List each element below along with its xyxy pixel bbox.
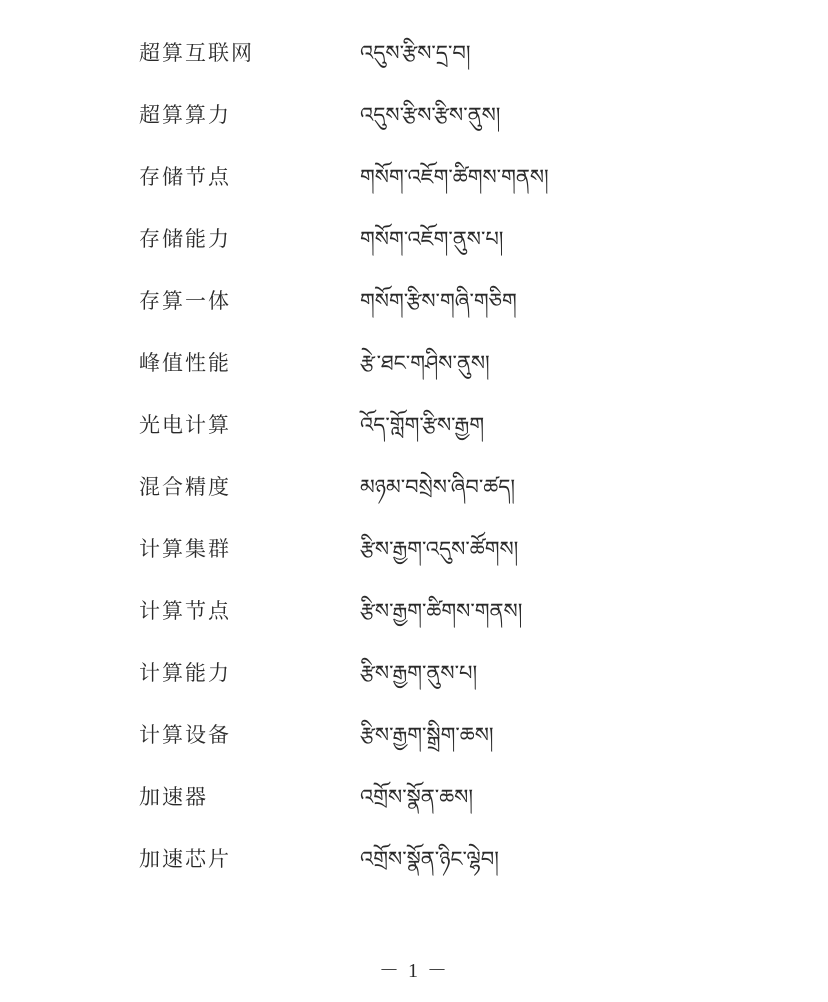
tibetan-term: རྩིས་རྒྱག་འདུས་ཚོགས། [360,537,519,561]
glossary-row [0,766,828,828]
chinese-term: 计算集群 [139,537,231,561]
tibetan-term: འདུས་རྩིས་དྲ་བ། [360,41,471,65]
tibetan-term: འདུས་རྩིས་རྩིས་ནུས། [360,103,501,127]
chinese-term: 加速器 [139,785,208,809]
glossary-row [0,146,828,208]
tibetan-term: འོད་གློག་རྩིས་རྒྱག [360,413,485,437]
tibetan-term: འགྲོས་སྣོན་ཉིང་ལྷེབ། [360,847,499,871]
glossary-list [0,22,828,890]
tibetan-term: རྩིས་རྒྱག་ཚིགས་གནས། [360,599,523,623]
tibetan-term: རྩིས་རྒྱག་ནུས་པ། [360,661,478,685]
glossary-row [0,456,828,518]
tibetan-term: རྩེ་ཐང་གཤིས་ནུས། [360,351,490,375]
glossary-row [0,84,828,146]
page-number: － 1 － [379,960,449,982]
glossary-row [0,518,828,580]
glossary-row [0,828,828,890]
chinese-term: 计算设备 [139,723,231,747]
chinese-term: 超算算力 [139,103,231,127]
glossary-row [0,704,828,766]
glossary-row [0,270,828,332]
chinese-term: 存储节点 [139,165,231,189]
chinese-term: 光电计算 [139,413,231,437]
tibetan-term: འགྲོས་སྣོན་ཆས། [360,785,473,809]
chinese-term: 存算一体 [139,289,231,313]
chinese-term: 峰值性能 [139,351,231,375]
glossary-row [0,580,828,642]
chinese-term: 存储能力 [139,227,231,251]
glossary-row [0,332,828,394]
glossary-row [0,394,828,456]
tibetan-term: གསོག་རྩིས་གཞི་གཅིག [360,289,517,313]
glossary-row [0,208,828,270]
tibetan-term: གསོག་འཇོག་ནུས་པ། [360,227,504,251]
chinese-term: 混合精度 [139,475,231,499]
chinese-term: 计算能力 [139,661,231,685]
chinese-term: 计算节点 [139,599,231,623]
tibetan-term: གསོག་འཇོག་ཚིགས་གནས། [360,165,549,189]
chinese-term: 超算互联网 [139,41,254,65]
tibetan-term: རྩིས་རྒྱག་སྒྲིག་ཆས། [360,723,494,747]
glossary-row [0,22,828,84]
chinese-term: 加速芯片 [139,847,231,871]
tibetan-term: མཉམ་བསྲེས་ཞིབ་ཚད། [360,475,516,499]
glossary-row [0,642,828,704]
